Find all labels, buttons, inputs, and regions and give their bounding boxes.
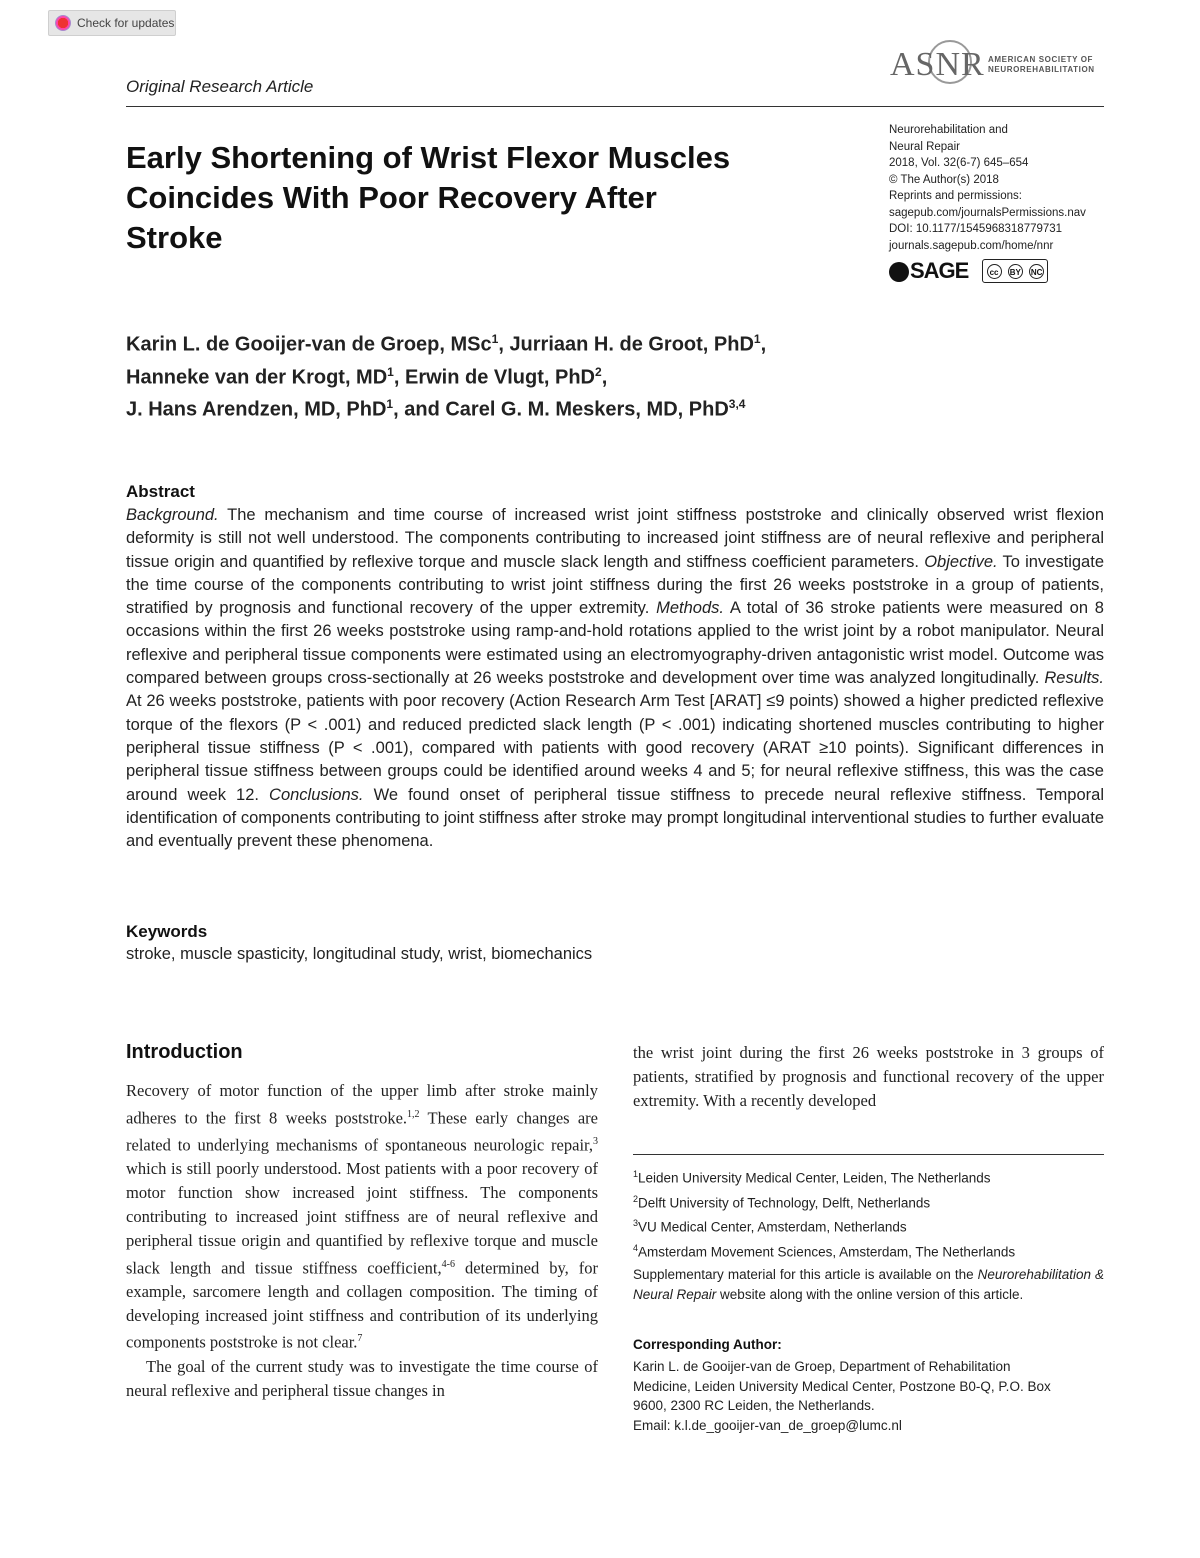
asnr-line2: NEUROREHABILITATION (988, 65, 1095, 74)
affiliation-number: 1 (633, 1169, 639, 1179)
affiliation-text: Amsterdam Movement Sciences, Amsterdam, The Netherlands (638, 1244, 1016, 1260)
author-separator: , (601, 366, 608, 389)
author-affiliation: 1 (387, 364, 394, 379)
author-name: Erwin de Vlugt, PhD (404, 366, 595, 389)
crossmark-icon (55, 15, 71, 31)
intro-text: which is still poorly understood. Most patients with a poor recovery of motor function show increased joint stiffness. The components contributing to increased joint stiffness are of neural reflexive and peripheral tissue origin and quantified by reflexive torque and muscle slack length and tissue stiffness coefficient, (126, 1159, 598, 1278)
author-separator: , and (393, 398, 446, 421)
journal-info-line: Reprints and permissions: (889, 190, 1022, 202)
abstract-results-label: Results. (1044, 669, 1104, 688)
affiliation-number: 3 (633, 1218, 639, 1229)
supplementary-text: website along with the online version of this article. (716, 1287, 1024, 1303)
introduction-heading: Introduction (126, 1041, 243, 1063)
affiliation-item (633, 1189, 1113, 1214)
author-name: Karin L. de Gooijer-van de Groep, MSc (126, 333, 492, 356)
body-column-left (126, 1079, 598, 1402)
author-affiliation: 1 (491, 332, 499, 346)
author-affiliation: 1 (386, 397, 394, 412)
publisher-logos (889, 258, 1048, 284)
doi-link[interactable]: DOI: 10.1177/1545968318779731 (889, 223, 1063, 235)
affiliation-number: 4 (633, 1243, 639, 1254)
citation-ref[interactable]: 1,2 (407, 1108, 420, 1120)
affiliation-text: Leiden University Medical Center, Leiden, The Netherlands (638, 1170, 991, 1186)
citation-ref[interactable]: 7 (357, 1333, 363, 1345)
journal-home-link[interactable]: journals.sagepub.com/home/nnr (889, 239, 1054, 252)
journal-info-line: 2018, Vol. 32(6-7) 645–654 (889, 157, 1029, 169)
abstract-conclusions: We found onset of peripheral tissue stiffness to precede neural reflexive stiffness. Temporal identification of components contributing to joint stiffness after stroke may prompt longitudinal interventional studies to further evaluate and eventually prevent these phenomena. (126, 785, 1104, 851)
affiliation-item (633, 1213, 1113, 1238)
sage-mark-icon (889, 262, 909, 282)
citation-ref[interactable]: 4-6 (441, 1258, 455, 1270)
cc-icon: cc (987, 264, 1002, 279)
journal-info-line: Neural Repair (889, 140, 960, 153)
intro-text: Recovery of motor function of the upper limb after stroke mainly adheres to the first 8 weeks poststroke. (126, 1081, 598, 1128)
abstract-conclusions-label: Conclusions. (269, 785, 364, 804)
supplementary-note (633, 1265, 1104, 1305)
cc-nc-icon: NC (1029, 264, 1044, 279)
affiliation-item (633, 1164, 1113, 1189)
abstract-results: At 26 weeks poststroke, patients with poor recovery (Action Research Arm Test [ARAT] ≤9 points) showed a higher predicted reflexive torque of the flexors (P < .001) and reduced predicted slack length (P < .001) indicating shortened muscles contributing to higher peripheral tissue stiffness (P < .001), compared with patients with good recovery (ARAT ≥10 points). Significant differences in peripheral tissue stiffness between groups could be identified around weeks 4 and 5; for neural reflexive stiffness, this was the case around week 12. (126, 692, 1104, 804)
check-for-updates-button[interactable] (48, 10, 176, 36)
corresponding-line: Medicine, Leiden University Medical Center, Postzone B0-Q, P.O. Box (633, 1378, 1051, 1394)
supplementary-journal: Neurorehabilitation & Neural Repair (633, 1267, 1105, 1303)
asnr-logo (890, 40, 1105, 90)
abstract-heading: Abstract (126, 482, 195, 501)
cc-license-badge[interactable] (982, 259, 1048, 283)
keywords-heading: Keywords (126, 922, 208, 941)
check-for-updates-label: Check for updates (77, 16, 175, 30)
header-rule (126, 106, 1104, 107)
author-name: Carel G. M. Meskers, MD, PhD (445, 398, 729, 421)
author-list (126, 326, 926, 424)
abstract-background-label: Background. (126, 506, 219, 524)
author-separator: , (498, 333, 510, 356)
abstract-objective-label: Objective. (924, 552, 998, 571)
supplementary-text: Supplementary material for this article is available on the (633, 1267, 978, 1282)
corresponding-line: Karin L. de Gooijer-van de Groep, Department of Rehabilitation (633, 1359, 1011, 1374)
author-separator: , (760, 333, 767, 356)
affiliations (633, 1164, 1113, 1263)
corresponding-email[interactable]: Email: k.l.de_gooijer-van_de_groep@lumc.nl (633, 1417, 902, 1433)
author-name: Hanneke van der Krogt, MD (126, 366, 388, 389)
affiliation-number: 2 (633, 1193, 639, 1204)
keywords-list: stroke, muscle spasticity, longitudinal study, wrist, biomechanics (126, 945, 593, 963)
sage-logo (889, 258, 968, 284)
abstract-objective: To investigate the time course of the components contributing to wrist joint stiffness during the first 26 weeks poststroke in a group of patients, stratified by prognosis and functional recovery of the upper extremity. (126, 552, 1104, 618)
intro-text: determined by, for example, sarcomere length and collagen composition. The timing of developing increased joint stiffness and contribution of its underlying components poststroke is not clear. (126, 1258, 598, 1352)
author-separator: , (393, 366, 405, 389)
corresponding-author (633, 1357, 1113, 1435)
footnote-rule (633, 1154, 1104, 1155)
citation-ref[interactable]: 3 (593, 1136, 598, 1148)
author-name: J. Hans Arendzen, MD, PhD (126, 398, 387, 421)
affiliation-text: VU Medical Center, Amsterdam, Netherlands (638, 1219, 907, 1235)
asnr-line1: AMERICAN SOCIETY OF (988, 55, 1094, 64)
journal-info (889, 122, 1119, 254)
article-type: Original Research Article (126, 77, 314, 96)
sage-logo-text: SAGE (910, 258, 969, 283)
affiliation-text: Delft University of Technology, Delft, Netherlands (638, 1195, 931, 1211)
corresponding-line: 9600, 2300 RC Leiden, the Netherlands. (633, 1398, 875, 1413)
journal-info-line: © The Author(s) 2018 (889, 173, 999, 186)
author-affiliation: 2 (595, 364, 602, 379)
corresponding-author-heading: Corresponding Author: (633, 1337, 782, 1352)
body-column-right: the wrist joint during the first 26 weeks poststroke in 3 groups of patients, stratified by prognosis and functional recovery of the upper extremity. With a recently developed (633, 1043, 1104, 1110)
asnr-letters: ASNR (890, 46, 985, 83)
permissions-link[interactable]: sagepub.com/journalsPermissions.nav (889, 206, 1086, 219)
abstract-body (126, 504, 1104, 853)
abstract-methods-label: Methods. (656, 599, 724, 618)
author-affiliation: 3,4 (728, 397, 746, 412)
author-name: Jurriaan H. de Groot, PhD (509, 333, 754, 356)
intro-text: These early changes are related to underlying mechanisms of spontaneous neurologic repair, (126, 1108, 598, 1155)
intro-paragraph: The goal of the current study was to investigate the time course of neural reflexive and peripheral tissue changes in (126, 1356, 598, 1400)
cc-by-icon: BY (1008, 264, 1023, 279)
author-affiliation: 1 (753, 332, 761, 346)
abstract-background: The mechanism and time course of increased wrist joint stiffness poststroke and clinically observed wrist flexion deformity is still not well understood. The components contributing to increased joint stiffness are of neural reflexive and peripheral tissue origin and quantified by reflexive torque and muscle slack length and stiffness coefficient parameters. (126, 506, 1104, 571)
intro-paragraph (126, 1079, 598, 1355)
asnr-subtitle (988, 55, 1095, 75)
article-title: Early Shortening of Wrist Flexor Muscles Coincides With Poor Recovery After Stroke (126, 140, 731, 255)
abstract-methods: A total of 36 stroke patients were measured on 8 occasions within the first 26 weeks poststroke using ramp-and-hold rotations applied to the wrist joint by a robot manipulator. Neural reflexive and peripheral tissue components were estimated using an electromyography-driven antagonistic wrist model. Outcome was compared between groups cross-sectionally at 26 weeks poststroke and development over time was analyzed longitudinally. (126, 599, 1104, 688)
affiliation-item (633, 1238, 1113, 1263)
journal-info-line: Neurorehabilitation and (889, 124, 1008, 136)
